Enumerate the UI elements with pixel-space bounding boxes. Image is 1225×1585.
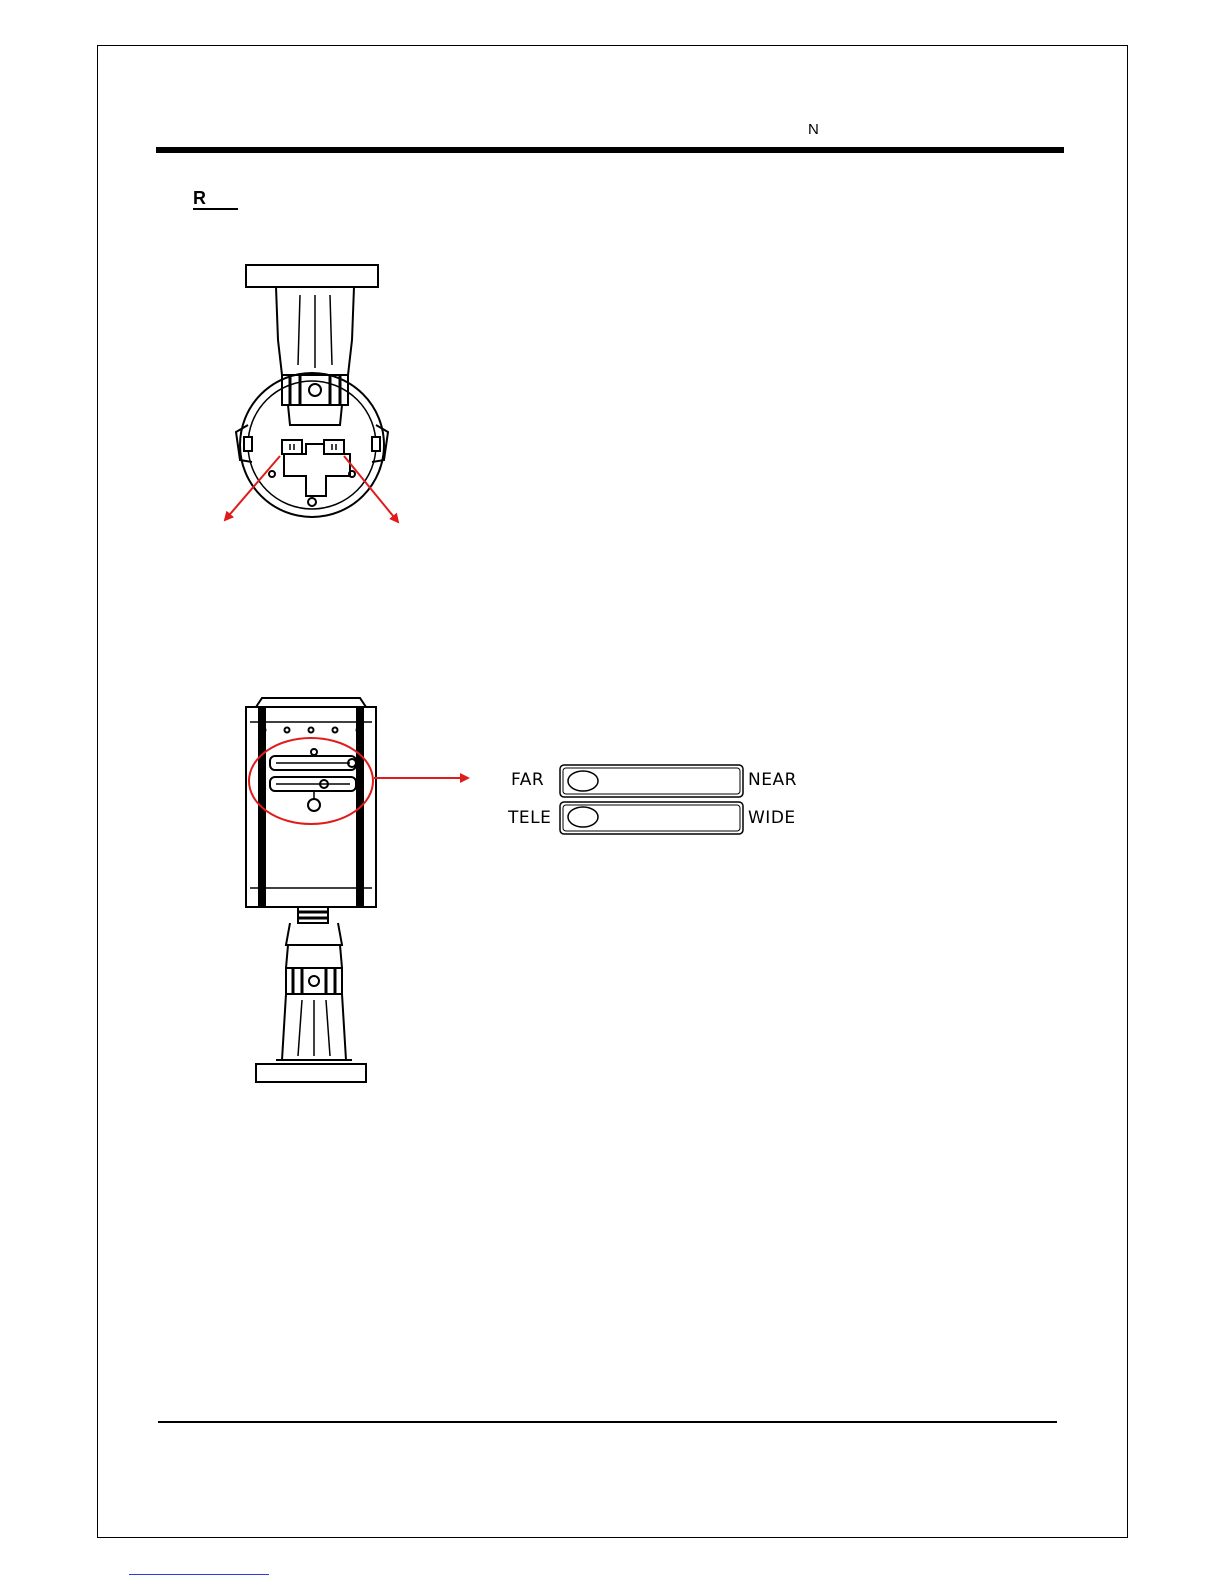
- header-mark: N: [808, 121, 819, 138]
- label-near: NEAR: [748, 770, 797, 790]
- arrow-left-knob: [225, 456, 280, 520]
- focus-knob: [568, 771, 598, 791]
- focus-slot: [560, 765, 743, 797]
- camera-side-view-illustration: [246, 698, 376, 1082]
- zoom-knob: [568, 807, 598, 827]
- footer-rule: [158, 1421, 1057, 1423]
- arrow-right-knob: [344, 456, 398, 522]
- label-tele: TELE: [508, 808, 552, 828]
- label-far: FAR: [511, 770, 545, 790]
- zoom-slot: [560, 802, 743, 834]
- label-wide: WIDE: [748, 808, 796, 828]
- bottom-link-underline: [129, 1574, 269, 1575]
- section-heading: R: [193, 188, 238, 210]
